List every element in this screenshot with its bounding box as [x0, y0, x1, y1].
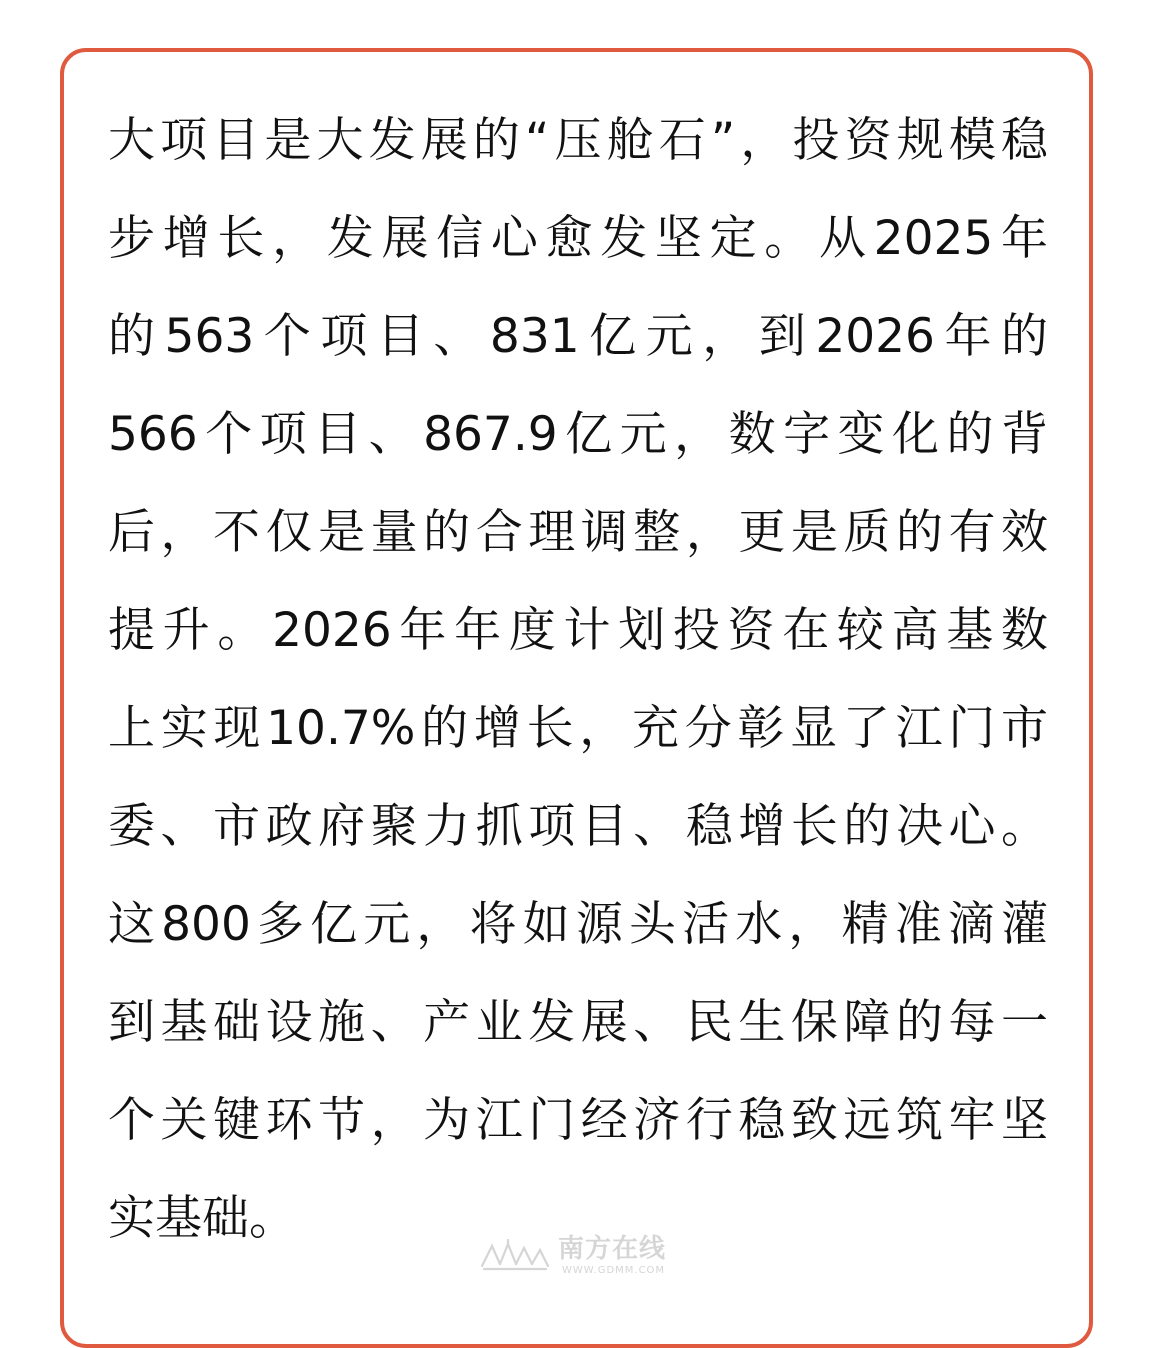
- leaf-crown-logo-icon: [478, 1238, 552, 1272]
- watermark-text: 南方在线: [558, 1234, 667, 1264]
- watermark-url: WWW.GDMM.COM: [562, 1265, 666, 1276]
- paragraph-line: 566个项目、867.9亿元，数字变化的背: [108, 407, 1048, 462]
- paragraph-line: 提升。2026年年度计划投资在较高基数: [108, 603, 1048, 658]
- article-paragraph: [108, 92, 1048, 1268]
- paragraph-line: 后，不仅是量的合理调整，更是质的有效: [108, 505, 1048, 560]
- paragraph-line: 实基础。: [108, 1191, 296, 1246]
- paragraph-line: 个关键环节，为江门经济行稳致远筑牢坚: [108, 1093, 1048, 1148]
- paragraph-line: 到基础设施、产业发展、民生保障的每一: [108, 995, 1048, 1050]
- paragraph-line: 这800多亿元，将如源头活水，精准滴灌: [108, 897, 1048, 952]
- paragraph-line: 大项目是大发展的“压舱石”，投资规模稳: [108, 113, 1048, 168]
- paragraph-line: 上实现10.7%的增长，充分彰显了江门市: [108, 701, 1048, 756]
- paragraph-line: 的563个项目、831亿元，到2026年的: [108, 309, 1048, 364]
- paragraph-line: 步增长，发展信心愈发坚定。从2025年: [108, 211, 1048, 266]
- watermark: [478, 1232, 688, 1278]
- paragraph-line: 委、市政府聚力抓项目、稳增长的决心。: [108, 799, 1048, 854]
